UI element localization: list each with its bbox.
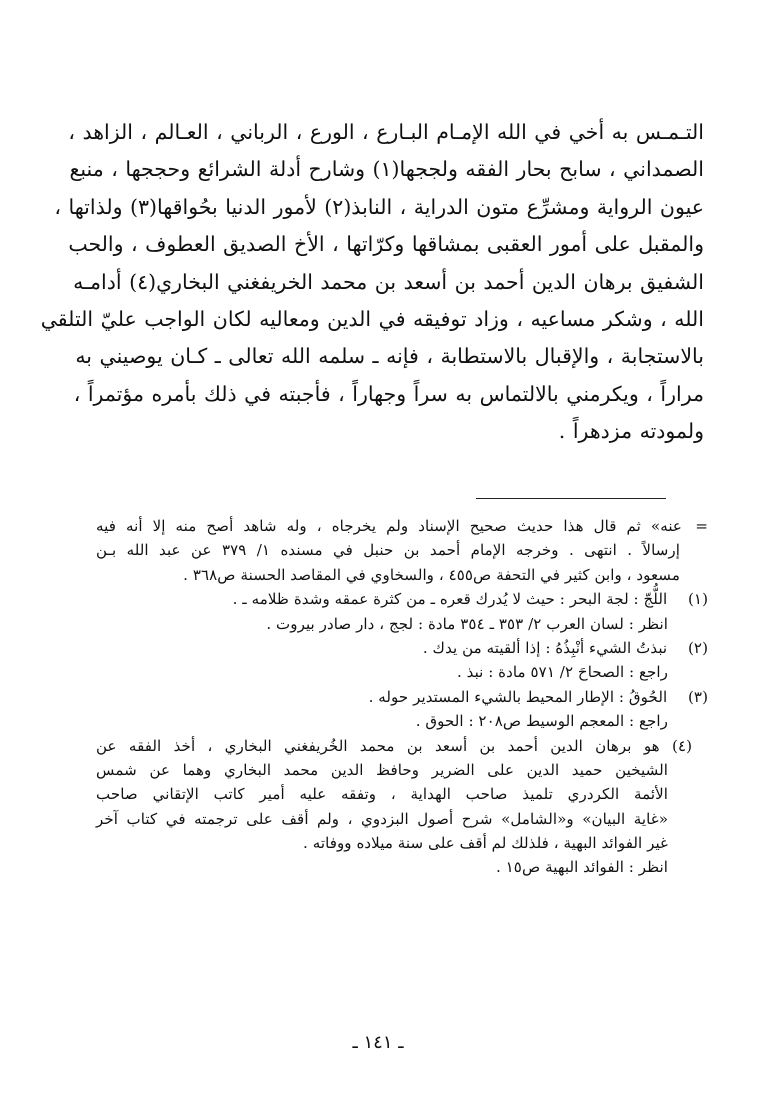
footnote-continuation-line: مسعود ، وابن كثير في التحفة ص٤٥٥ ، والسخاوي في المقاصد الحسنة ص٣٦٨ . [183, 565, 680, 584]
main-text-line: مراراً ، ويكرمني بالالتماس به سراً وجهاراً ، فأجبته في ذلك بأمره مؤتمراً ، [73, 381, 704, 406]
footnote-continuation-line [96, 514, 708, 538]
footnote-3 [96, 685, 708, 709]
footnote-text: اللُّجّ : لجة البحر : حيث لا يُدرك قعره ـ من كثرة عمقه وشدة ظلامه ـ . [232, 590, 668, 609]
footnote-line: الشيخين حميد الدين على الضرير وحافظ الدين محمد البخاري وهما عن شمس [96, 760, 668, 779]
footnote-text: عنه» ثم قال هذا حديث صحيح الإسناد ولم يخرجاه ، وله شاهد أصح منه إلا أنه فيه [96, 517, 682, 535]
footnote-4 [96, 734, 708, 758]
main-text-line: التـمـس به أخي في الله الإمـام البـارع ، الورع ، الرباني ، العـالم ، الزاهد ، [68, 120, 704, 144]
main-text-line: الصمداني ، سابح بحار الفقه ولججها(١) وشارح أدلة الشرائع وحججها ، منبع [69, 157, 704, 182]
page-number: ـ ١٤١ ـ [352, 1032, 404, 1053]
main-text-block [40, 114, 704, 451]
main-text-line: الشفيق برهان الدين أحمد بن أسعد بن محمد الخريفغني البخاري(٤) أدامـه [73, 269, 704, 294]
footnote-line: راجع : الصحاحَ ٢/ ٥٧١ مادة : نبذ . [456, 663, 668, 682]
continuation-mark: = [695, 517, 708, 535]
main-text-line: والمقبل على أمور العقبى بمشاقها وكرّاتها ، الأخ الصديق العطوف ، والحب [68, 232, 704, 257]
footnote-line: انظر : لسان العرب ٢/ ٣٥٣ ـ ٣٥٤ مادة : لجج ، دار صادر بيروت . [266, 614, 668, 633]
footnote-number: (٢) [687, 638, 708, 657]
footnote-text: الحُوقُ : الإطار المحيط بالشيء المستدير حوله . [368, 687, 668, 706]
footnote-line: الأئمة الكردري تلميذ صاحب الهداية ، وتفقه عليه أمير كاتب الإتقاني صاحب [96, 785, 668, 804]
main-text-line: ولمودته مزدهراً . [558, 419, 704, 444]
main-text-line: بالاستجابة ، والإقبال بالاستطابة ، فإنه ـ سلمه الله تعالى ـ كـان يوصيني به [75, 344, 704, 369]
footnote-1 [96, 587, 708, 611]
footnote-line: «غاية البيان» و«الشامل» شرح أصول البزدوي ، ولم أقف على ترجمته في كتاب آخر [96, 809, 668, 828]
footnote-number: (١) [687, 590, 708, 609]
footnote-number: (٣) [687, 687, 708, 706]
main-text-line: عيون الرواية ومشرِّع متون الدراية ، النابذ(٢) لأمور الدنيا بحُواقها(٣) ولذاتها ، [54, 194, 704, 219]
footnotes-block [96, 514, 708, 880]
footnote-text: نبذتُ الشيء أنْبِذُهُ : إذا ألقيته من يدك . [422, 638, 668, 657]
footnote-number: (٤) [672, 736, 693, 755]
footnote-line: انظر : الفوائد البهية ص١٥ . [495, 858, 668, 877]
footnote-2 [96, 636, 708, 660]
footnote-text: هو برهان الدين أحمد بن أسعد بن محمد الخُريفغني البخاري ، أخذ الفقه عن [96, 736, 660, 755]
footnote-line: راجع : المعجم الوسيط ص٢٠٨ : الحوق . [415, 712, 668, 731]
footnote-separator [476, 498, 666, 499]
main-text-line: الله ، وشكر مساعيه ، وزاد توفيقه في الدين ومعاليه لكان الواجب عليّ التلقي [40, 306, 704, 331]
footnote-line: غير الفوائد البهية ، فلذلك لم أقف على سنة ميلاده ووفاته . [303, 834, 668, 853]
footnote-continuation-line: إرسالاً . انتهى . وخرجه الإمام أحمد بن حنبل في مسنده ١/ ٣٧٩ عن عبد الله بـن [96, 541, 680, 560]
